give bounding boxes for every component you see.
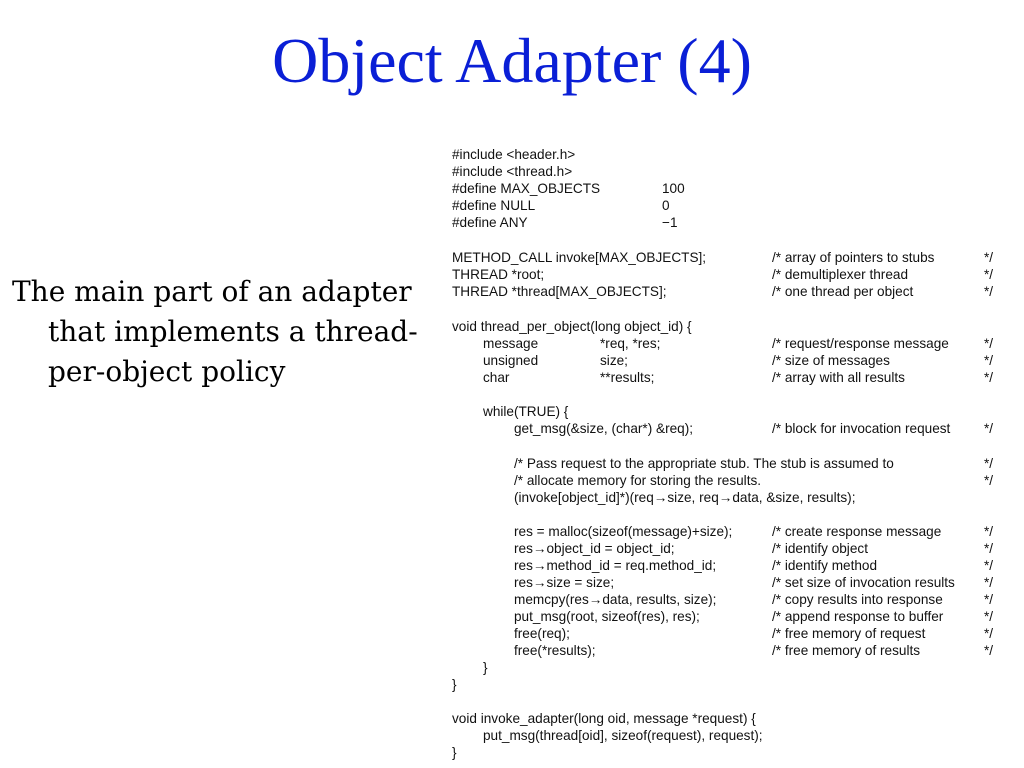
- code-line-size: res→size = size;: [514, 575, 615, 590]
- code-line-put-msg-thread: put_msg(thread[oid], sizeof(request), request);: [483, 728, 763, 743]
- code-line-define-any: #define ANY: [452, 215, 528, 230]
- code-line-thread-decl: THREAD *thread[MAX_OBJECTS];: [452, 284, 667, 299]
- code-comment: /* free memory of request: [772, 626, 926, 641]
- code-comment-close: */: [984, 609, 994, 624]
- code-line-while: while(TRUE) {: [483, 404, 569, 419]
- code-line-invoke-decl: METHOD_CALL invoke[MAX_OBJECTS];: [452, 250, 707, 265]
- code-comment: /* identify object: [772, 541, 868, 556]
- code-comment-close: */: [984, 267, 994, 282]
- code-line-free-results: free(*results);: [514, 643, 596, 658]
- code-close-function: }: [452, 745, 457, 760]
- code-line-invoke-call: (invoke[object_id]*)(req→size, req→data, &size, results);: [514, 490, 856, 505]
- code-comment: /* array of pointers to stubs: [772, 250, 935, 265]
- code-comment: /* request/response message: [772, 336, 949, 351]
- code-comment-pass-2: /* allocate memory for storing the results.: [514, 473, 762, 488]
- code-comment: /* one thread per object: [772, 284, 914, 299]
- code-value-any: −1: [662, 215, 678, 230]
- code-comment-close: */: [984, 473, 994, 488]
- code-comment-close: */: [984, 592, 994, 607]
- code-listing: [452, 146, 1012, 764]
- code-line-object-id: res→object_id = object_id;: [514, 541, 675, 556]
- code-comment-close: */: [984, 643, 994, 658]
- code-line-malloc: res = malloc(sizeof(message)+size);: [514, 524, 733, 539]
- code-line-free-req: free(req);: [514, 626, 570, 641]
- code-comment-close: */: [984, 353, 994, 368]
- code-line-get-msg: get_msg(&size, (char*) &req);: [514, 421, 694, 436]
- code-var-name: *req, *res;: [600, 336, 661, 351]
- code-comment-pass-1: /* Pass request to the appropriate stub. The stub is assumed to: [514, 456, 894, 471]
- code-comment: /* identify method: [772, 558, 878, 573]
- code-comment: /* block for invocation request: [772, 421, 951, 436]
- code-comment-close: */: [984, 558, 994, 573]
- code-line-include-thread: #include <thread.h>: [452, 164, 573, 179]
- code-comment: /* demultiplexer thread: [772, 267, 909, 282]
- code-comment: /* create response message: [772, 524, 942, 539]
- code-comment-close: */: [984, 626, 994, 641]
- code-comment: /* copy results into response: [772, 592, 943, 607]
- code-var-type: char: [483, 370, 510, 385]
- code-comment-close: */: [984, 421, 994, 436]
- code-line-root-decl: THREAD *root;: [452, 267, 545, 282]
- code-comment-close: */: [984, 524, 994, 539]
- bullet-text: The main part of an adapter that implements a thread-per-object policy: [12, 275, 418, 388]
- code-value-null: 0: [662, 198, 670, 213]
- code-comment: /* set size of invocation results: [772, 575, 955, 590]
- code-close-while: }: [483, 660, 488, 675]
- code-comment: /* size of messages: [772, 353, 890, 368]
- code-comment: /* free memory of results: [772, 643, 921, 658]
- code-line-memcpy: memcpy(res→data, results, size);: [514, 592, 717, 607]
- code-line-invoke-adapter: void invoke_adapter(long oid, message *request) {: [452, 711, 756, 726]
- code-comment-close: */: [984, 575, 994, 590]
- code-line-define-max-objects: #define MAX_OBJECTS: [452, 181, 601, 196]
- code-close-function: }: [452, 677, 457, 692]
- code-comment-close: */: [984, 370, 994, 385]
- code-var-type: message: [483, 336, 539, 351]
- code-comment: /* append response to buffer: [772, 609, 944, 624]
- code-comment-close: */: [984, 456, 994, 471]
- code-value-max-objects: 100: [662, 181, 685, 196]
- code-var-name: size;: [600, 353, 628, 368]
- code-comment-close: */: [984, 250, 994, 265]
- code-var-name: **results;: [600, 370, 655, 385]
- code-line-method-id: res→method_id = req.method_id;: [514, 558, 717, 573]
- code-comment-close: */: [984, 541, 994, 556]
- slide-title: Object Adapter (4): [272, 25, 752, 96]
- code-var-type: unsigned: [483, 353, 539, 368]
- code-comment-close: */: [984, 336, 994, 351]
- code-line-put-msg: put_msg(root, sizeof(res), res);: [514, 609, 700, 624]
- code-comment-close: */: [984, 284, 994, 299]
- code-line-thread-per-object: void thread_per_object(long object_id) {: [452, 319, 692, 334]
- code-line-include-header: #include <header.h>: [452, 147, 576, 162]
- code-line-define-null: #define NULL: [452, 198, 536, 213]
- code-comment: /* array with all results: [772, 370, 905, 385]
